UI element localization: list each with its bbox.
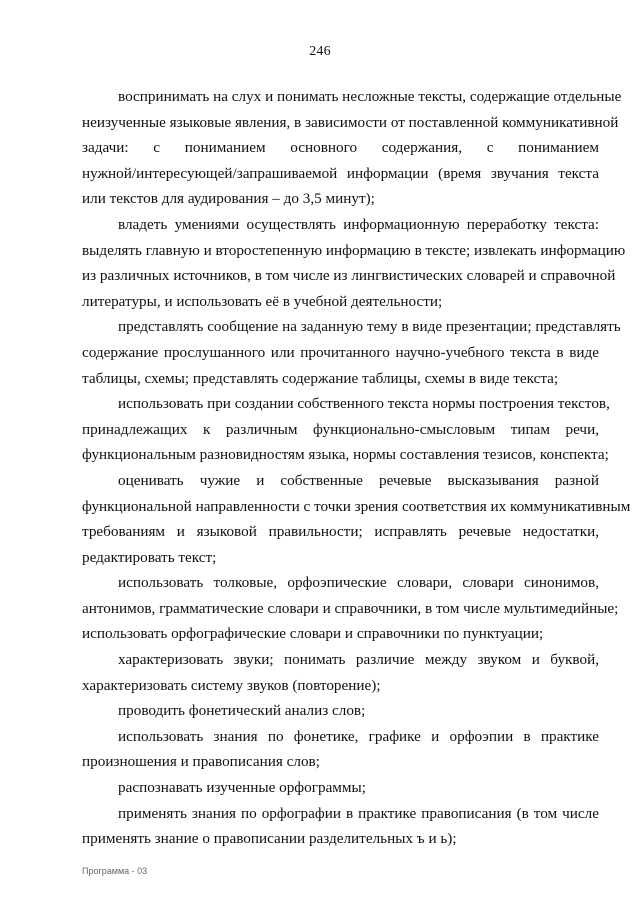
text-line: использовать при создании собственного текста нормы построения текстов, bbox=[118, 395, 610, 413]
text-line: использовать толковые, орфоэпические словари, словари синонимов, bbox=[118, 574, 599, 592]
paragraph bbox=[82, 724, 599, 775]
paragraph bbox=[82, 570, 619, 647]
paragraph bbox=[82, 84, 622, 212]
text-line: требованиям и языковой правильности; исправлять речевые недостатки, bbox=[82, 523, 599, 541]
text-line: распознавать изученные орфограммы; bbox=[118, 779, 366, 797]
paragraph bbox=[82, 775, 599, 801]
paragraph bbox=[82, 391, 610, 468]
text-line: применять знания по орфографии в практике правописания (в том числе bbox=[118, 804, 599, 822]
text-line: использовать орфографические словари и справочники по пунктуации; bbox=[82, 625, 544, 643]
text-line: воспринимать на слух и понимать несложные тексты, содержащие отдельные bbox=[118, 88, 622, 105]
text-line: нужной/интересующей/запрашиваемой информации (время звучания текста bbox=[82, 164, 599, 182]
text-line: неизученные языковые явления, в зависимости от поставленной коммуникативной bbox=[82, 113, 619, 131]
paragraph bbox=[82, 698, 599, 724]
text-line: принадлежащих к различным функционально-смысловым типам речи, bbox=[82, 420, 599, 438]
text-line: характеризовать звуки; понимать различие между звуком и буквой, bbox=[118, 651, 599, 669]
text-line: владеть умениями осуществлять информационную переработку текста: bbox=[118, 215, 599, 233]
text-line: литературы, и использовать её в учебной деятельности; bbox=[82, 292, 443, 310]
footer-stamp: Программа - 03 bbox=[82, 866, 148, 876]
text-line: функциональным разновидностям языка, нормы составления тезисов, конспекта; bbox=[82, 446, 609, 464]
text-line: оценивать чужие и собственные речевые высказывания разной bbox=[118, 471, 599, 489]
text-line: проводить фонетический анализ слов; bbox=[118, 702, 366, 720]
text-line: произношения и правописания слов; bbox=[82, 753, 320, 771]
document-body bbox=[82, 84, 631, 852]
paragraph bbox=[82, 801, 599, 852]
text-line: представлять сообщение на заданную тему в виде презентации; представлять bbox=[118, 318, 621, 336]
text-line: редактировать текст; bbox=[82, 548, 217, 566]
text-line: задачи: с пониманием основного содержания, с пониманием bbox=[82, 139, 599, 157]
page-number: 246 bbox=[309, 44, 331, 59]
text-line: антонимов, грамматические словари и справочники, в том числе мультимедийные; bbox=[82, 599, 619, 617]
text-line: использовать знания по фонетике, графике и орфоэпии в практике bbox=[118, 727, 599, 745]
paragraph bbox=[82, 314, 621, 391]
text-line: или текстов для аудирования – до 3,5 минут); bbox=[82, 190, 375, 208]
text-line: применять знание о правописании разделительных ъ и ь); bbox=[82, 830, 457, 848]
paragraph bbox=[82, 647, 599, 698]
text-line: выделять главную и второстепенную информацию в тексте; извлекать информацию bbox=[82, 241, 626, 259]
text-line: содержание прослушанного или прочитанного научно-учебного текста в виде bbox=[82, 343, 599, 361]
text-line: функциональной направленности с точки зрения соответствия их коммуникативным bbox=[82, 497, 631, 515]
paragraph bbox=[82, 468, 631, 570]
text-line: характеризовать систему звуков (повторение); bbox=[82, 676, 381, 694]
text-line: таблицы, схемы; представлять содержание таблицы, схемы в виде текста; bbox=[82, 369, 559, 387]
paragraph bbox=[82, 212, 626, 314]
text-line: из различных источников, в том числе из лингвистических словарей и справочной bbox=[82, 267, 616, 285]
